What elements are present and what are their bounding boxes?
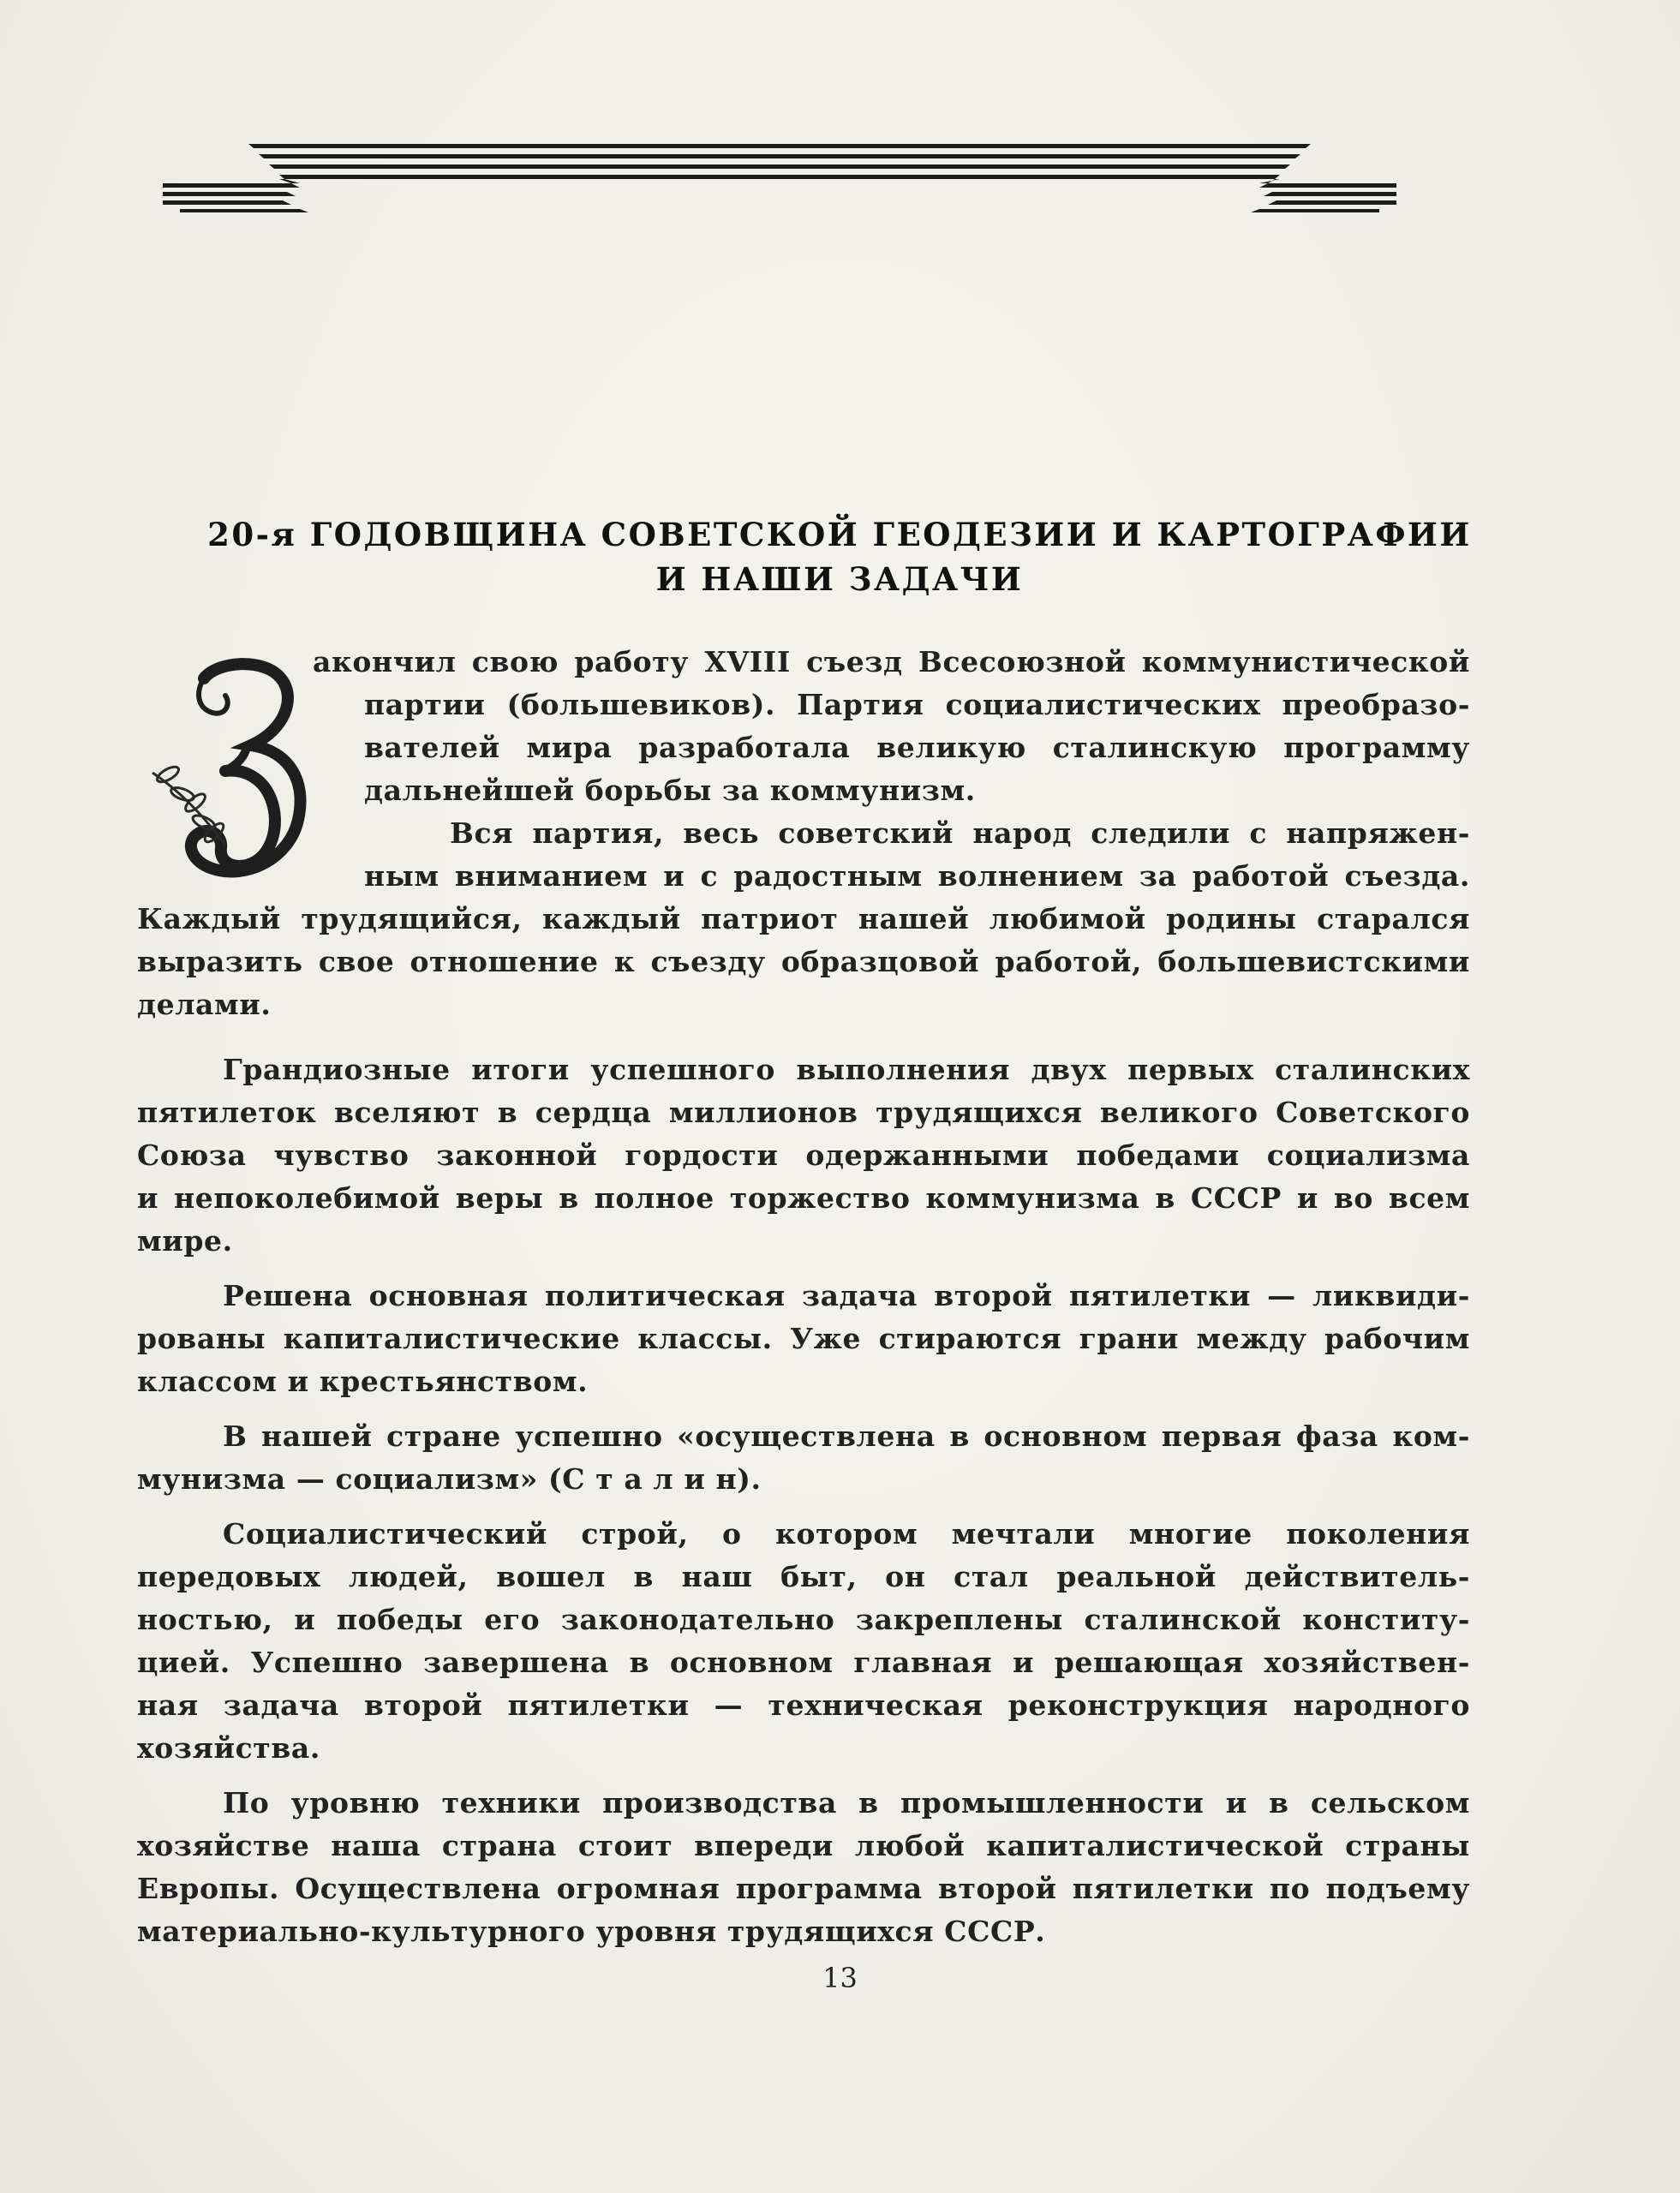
body-line: Союза чувство законной гордости одержанными победами социализма — [137, 1138, 1470, 1172]
body-line: Грандиозные итоги успешного выполнения двух первых сталинских — [223, 1053, 1470, 1086]
body-line: мунизма — социализм» (С т а л и н). — [137, 1462, 762, 1496]
body-line: передовых людей, вошел в наш быт, он стал реальной действитель- — [137, 1560, 1470, 1593]
body-line: мире. — [137, 1224, 233, 1258]
body-line: ным вниманием и с радостным волнением за работой съезда. — [364, 859, 1470, 893]
title-line-2: И НАШИ ЗАДАЧИ — [655, 560, 1024, 598]
body-line: материально-культурного уровня трудящихся СССР. — [137, 1915, 1046, 1948]
body-line: хозяйстве наша страна стоит впереди любой капиталистической страны — [137, 1829, 1470, 1862]
body-line: рованы капиталистические классы. Уже стираются грани между рабочим — [137, 1322, 1470, 1355]
article-title — [129, 512, 1551, 601]
body-line: ная задача второй пятилетки — техническая реконструкция народного — [137, 1688, 1470, 1722]
body-line: По уровню техники производства в промышленности и в сельском — [223, 1786, 1470, 1820]
title-line-1: 20-я ГОДОВЩИНА СОВЕТСКОЙ ГЕОДЕЗИИ И КАРТОГРАФИИ — [207, 516, 1472, 553]
header-ornament-icon — [163, 137, 1396, 214]
body-line: вателей мира разработала великую сталинскую программу — [364, 731, 1470, 764]
drop-cap-initial-icon — [144, 644, 315, 901]
body-line: Решена основная политическая задача второй пятилетки — ликвиди- — [223, 1279, 1470, 1312]
body-line: Социалистический строй, о котором мечтали многие поколения — [223, 1517, 1470, 1551]
page-number: 13 — [822, 1962, 858, 1994]
body-line: Каждый трудящийся, каждый патриот нашей любимой родины старался — [137, 902, 1470, 935]
body-line: выразить свое отношение к съезду образцовой работой, большевистскими — [137, 945, 1470, 978]
body-line: классом и крестьянством. — [137, 1365, 589, 1398]
body-line: и непоколебимой веры в полное торжество коммунизма в СССР и во всем — [137, 1181, 1470, 1215]
body-line: партии (большевиков). Партия социалистических преобразо- — [364, 688, 1470, 721]
body-line: хозяйства. — [137, 1731, 320, 1765]
body-line: делами. — [137, 988, 272, 1021]
body-line: В нашей стране успешно «осуществлена в основном первая фаза ком- — [223, 1419, 1470, 1453]
body-line: Вся партия, весь советский народ следили с напряжен- — [450, 816, 1470, 850]
body-line: акончил свою работу XVIII съезд Всесоюзной коммунистической — [313, 645, 1470, 678]
body-line: Европы. Осуществлена огромная программа второй пятилетки по подъему — [137, 1872, 1470, 1905]
body-line: цией. Успешно завершена в основном главная и решающая хозяйствен- — [137, 1646, 1470, 1679]
body-line: дальнейшей борьбы за коммунизм. — [364, 774, 976, 807]
body-line: пятилеток вселяют в сердца миллионов трудящихся великого Советского — [137, 1096, 1470, 1129]
body-line: ностью, и победы его законодательно закреплены сталинской конститу- — [137, 1603, 1470, 1636]
